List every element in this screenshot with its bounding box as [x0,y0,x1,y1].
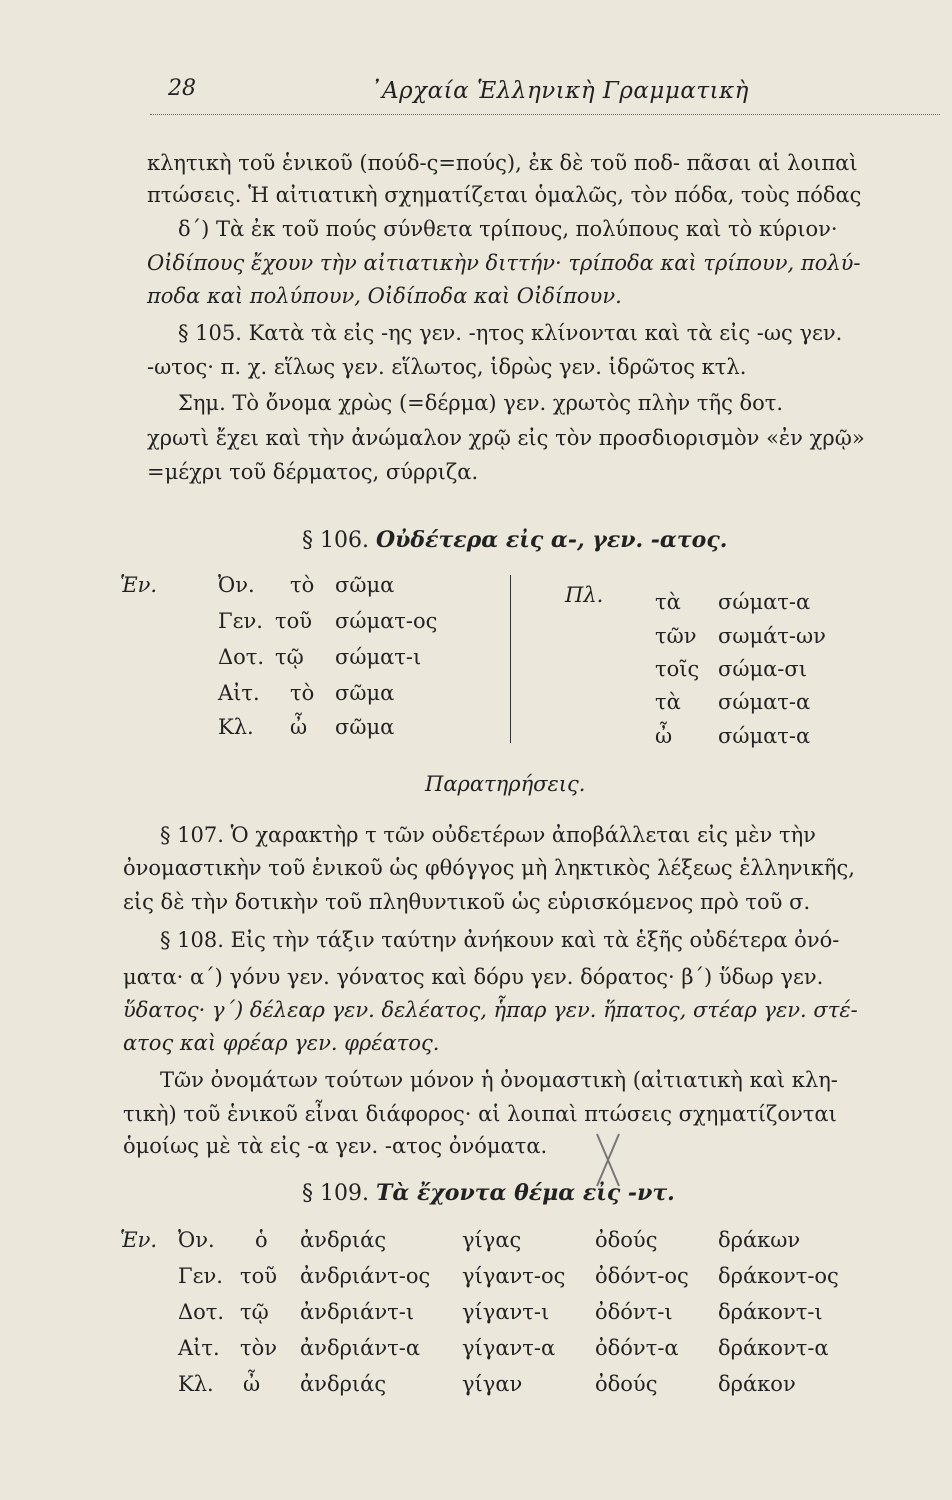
form-odous: ὀδόντ-α [595,1336,679,1360]
article: ὦ [243,1372,261,1396]
article: τοῖς [655,657,700,681]
form-gigas: γίγαντ-ι [462,1300,550,1324]
case-label: Αἰτ. [178,1336,220,1360]
form-plural: σώματ-α [718,590,811,614]
form-gigas: γίγαν [462,1372,523,1396]
section-106-heading [302,527,727,553]
form-singular: σῶμα [335,681,395,705]
article: τὸν [240,1336,278,1360]
singular-label: Ἑν. [120,1228,158,1252]
form-andrias: ἀνδριάς [300,1372,387,1396]
article: τῷ [275,645,304,669]
form-singular: σώματ-ι [335,645,422,669]
form-drakon: δράκον [718,1372,796,1396]
article: ὦ [290,715,308,739]
page-header [150,72,930,112]
form-odous: ὀδόντ-ι [595,1300,673,1324]
form-odous: ὀδούς [595,1228,658,1252]
form-singular: σῶμα [335,573,395,597]
article: τῷ [240,1300,269,1324]
text-line: =μέχρι τοῦ δέρματος, σύρριζα. [147,460,479,484]
form-andrias: ἀνδριάντ-α [300,1336,421,1360]
text-line: Τῶν ὀνομάτων τούτων μόνον ἡ ὀνομαστικὴ (αἰτιατικὴ καὶ κλη- [160,1068,838,1092]
text-line: ποδα καὶ πολύπουν, Οἰδίποδα καὶ Οἰδίπουν. [147,284,622,308]
text-line: πτώσεις. Ἡ αἰτιατικὴ σχηματίζεται ὁμαλῶς, τὸν πόδα, τοὺς πόδας [147,183,862,207]
form-odous: ὀδόντ-ος [595,1264,689,1288]
form-andrias: ἀνδριάντ-ος [300,1264,431,1288]
case-label: Γεν. [218,609,263,633]
form-plural: σώματ-α [718,724,811,748]
case-label: Κλ. [178,1372,214,1396]
case-label: Δοτ. [178,1300,225,1324]
text-line: Οἰδίπους ἔχουν τὴν αἰτιατικὴν διττήν· τρίποδα καὶ τρίπουν, πολύ- [147,251,861,275]
form-andrias: ἀνδριάς [300,1228,387,1252]
form-drakon: δράκοντ-ι [718,1300,823,1324]
form-gigas: γίγαντ-α [462,1336,556,1360]
table-divider [510,575,511,743]
article: τοῦ [240,1264,278,1288]
text-line: ὀνομαστικὴν τοῦ ἑνικοῦ ὡς φθόγγος μὴ ληκτικὸς λέξεως ἑλληνικῆς, [123,856,855,880]
case-label: Αἰτ. [218,681,260,705]
section-title: Οὐδέτερα εἰς α-, γεν. -ατος. [375,527,728,553]
singular-label: Ἑν. [120,573,158,597]
form-gigas: γίγας [462,1228,522,1252]
header-rule [150,114,940,115]
text-line: § 105. Κατὰ τὰ εἰς -ης γεν. -ητος κλίνονται καὶ τὰ εἰς -ως γεν. [178,321,843,345]
text-line: -ωτος· π. χ. εἵλως γεν. εἵλωτος, ἱδρὼς γεν. ἱδρῶτος κτλ. [147,355,747,379]
form-drakon: δράκων [718,1228,801,1252]
article: τοῦ [275,609,313,633]
case-label: Ὀν. [218,573,255,597]
section-109-heading [302,1180,675,1206]
case-label: Γεν. [178,1264,223,1288]
form-singular: σώματ-ος [335,609,438,633]
text-line: ματα· α΄) γόνυ γεν. γόνατος καὶ δόρυ γεν. δόρατος· β΄) ὕδωρ γεν. [123,965,824,989]
form-singular: σῶμα [335,715,395,739]
section-title: Τὰ ἔχοντα θέμα εἰς -ντ. [375,1180,675,1206]
article: τῶν [655,624,697,648]
text-line: κλητικὴ τοῦ ἑνικοῦ (πούδ-ς=πούς), ἐκ δὲ τοῦ ποδ- πᾶσαι αἱ λοιπαὶ [147,151,858,175]
case-label: Δοτ. [218,645,265,669]
text-line: ατος καὶ φρέαρ γεν. φρέατος. [123,1031,440,1055]
case-label: Ὀν. [178,1228,215,1252]
text-line: ὕδατος· γ΄) δέλεαρ γεν. δελέατος, ἧπαρ γεν. ἥπατος, στέαρ γεν. στέ- [123,998,858,1022]
article: τὸ [290,573,315,597]
text-line: τικὴ) τοῦ ἑνικοῦ εἶναι διάφορος· αἱ λοιπαὶ πτώσεις σχηματίζονται [123,1102,837,1126]
case-label: Κλ. [218,715,254,739]
text-line: § 108. Εἰς τὴν τάξιν ταύτην ἀνήκουν καὶ τὰ ἑξῆς οὐδέτερα ὀνό- [160,928,840,952]
text-line: Σημ. Τὸ ὄνομα χρὼς (=δέρμα) γεν. χρωτὸς πλὴν τῆς δοτ. [178,391,784,415]
section-number: § 109. [302,1181,369,1206]
section-number: § 106. [302,528,369,553]
form-gigas: γίγαντ-ος [462,1264,566,1288]
form-andrias: ἀνδριάντ-ι [300,1300,415,1324]
article: τὰ [655,590,681,614]
article: ὁ [255,1228,268,1252]
form-drakon: δράκοντ-α [718,1336,829,1360]
form-odous: ὀδούς [595,1372,658,1396]
form-plural: σώματ-α [718,690,811,714]
observations-heading: Παρατηρήσεις. [425,772,586,796]
article: ὦ [655,724,673,748]
plural-label: Πλ. [565,583,604,607]
text-line: εἰς δὲ τὴν δοτικὴν τοῦ πληθυντικοῦ ὡς εὑρισκόμενος πρὸ τοῦ σ. [123,890,811,914]
text-line: χρωτὶ ἔχει καὶ τὴν ἀνώμαλον χρῷ εἰς τὸν προσδιορισμὸν «ἐν χρῷ» [147,426,865,450]
text-line: δ΄) Τὰ ἐκ τοῦ πούς σύνθετα τρίπους, πολύπους καὶ τὸ κύριον· [178,217,838,241]
page-number: 28 [168,76,196,101]
text-line: ὁμοίως μὲ τὰ εἰς -α γεν. -ατος ὀνόματα. [123,1134,548,1158]
form-plural: σώμα-σι [718,657,807,681]
form-plural: σωμάτ-ων [718,624,826,648]
form-drakon: δράκοντ-ος [718,1264,839,1288]
running-title: ᾿Αρχαία Ἑλληνικὴ Γραμματικὴ [370,78,749,104]
article: τὸ [290,681,315,705]
article: τὰ [655,690,681,714]
text-line: § 107. Ὁ χαρακτὴρ τ τῶν οὐδετέρων ἀποβάλλεται εἰς μὲν τὴν [160,823,816,847]
